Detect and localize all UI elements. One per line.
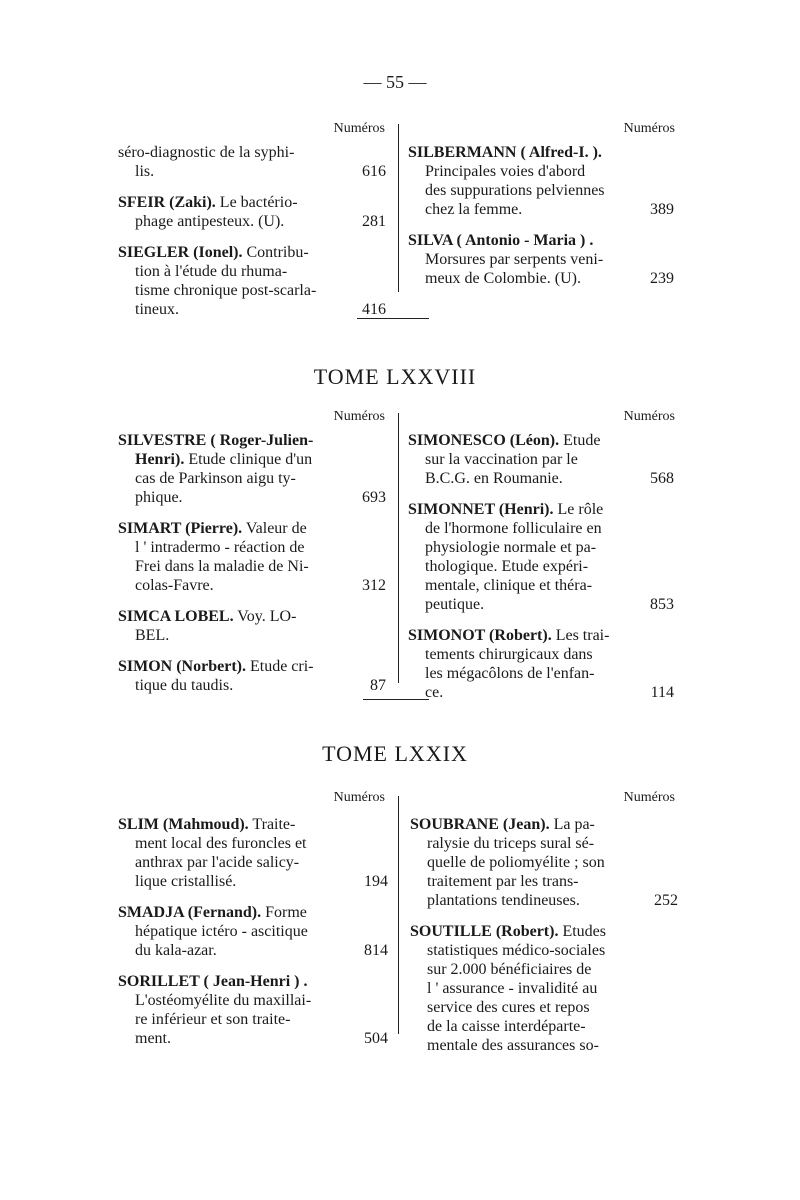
entry-line — [410, 853, 678, 872]
entry-text: lis. — [135, 163, 155, 180]
section-divider — [363, 699, 429, 700]
entry-line — [408, 231, 674, 250]
entry-line — [408, 626, 674, 645]
entry-text: La pa- — [549, 816, 595, 833]
entry-number: 114 — [650, 684, 674, 701]
entry-text: colas-Favre. — [135, 577, 214, 594]
author-name: SIMONOT (Robert). — [408, 627, 552, 644]
entry-text: ment. — [135, 1030, 171, 1047]
section-divider — [357, 318, 429, 319]
entry-line — [410, 872, 678, 891]
section-3-right-column — [410, 815, 678, 1067]
entry-line — [118, 972, 388, 991]
entry-line — [408, 269, 674, 288]
entry-number: 87 — [370, 677, 386, 694]
column-header-left: Numéros — [333, 790, 385, 805]
entry-text: tineux. — [135, 301, 179, 318]
entry-line — [118, 538, 386, 557]
entry-line — [118, 626, 386, 645]
tome-heading: TOME LXXIX — [322, 741, 468, 766]
entry-line — [408, 162, 674, 181]
entry-line — [118, 872, 388, 891]
index-entry — [118, 972, 388, 1048]
entry-line — [118, 1010, 388, 1029]
entry-line — [118, 991, 388, 1010]
entry-text: statistiques médico-sociales — [427, 942, 606, 959]
entry-text: chez la femme. — [425, 201, 523, 218]
entry-text: plantations tendineuses. — [427, 892, 580, 909]
entry-number: 616 — [362, 163, 386, 180]
entry-line — [408, 645, 674, 664]
entry-text: Etude cri- — [245, 658, 314, 675]
entry-text: quelle de poliomyélite ; son — [427, 854, 605, 871]
author-name: SILVESTRE ( Roger-Julien- — [118, 432, 314, 449]
section-2-right-column — [408, 431, 674, 714]
entry-text: Le bactério- — [215, 194, 298, 211]
index-entry — [118, 607, 386, 645]
author-name: SIMON (Norbert). — [118, 658, 246, 675]
index-entry — [408, 431, 674, 488]
index-entry — [118, 903, 388, 960]
column-header-right: Numéros — [623, 121, 675, 136]
author-name: SIEGLER (Ionel). — [118, 244, 243, 261]
entry-number: 416 — [362, 301, 386, 318]
section-1-right-column — [408, 143, 674, 300]
entry-number: 814 — [364, 942, 388, 959]
entry-number: 504 — [364, 1030, 388, 1047]
author-name: SIMONNET (Henri). — [408, 501, 554, 518]
entry-line — [118, 676, 386, 695]
entry-line — [408, 200, 674, 219]
index-entry — [118, 143, 386, 181]
entry-number: 389 — [650, 201, 674, 218]
entry-line — [118, 450, 386, 469]
entry-number: 693 — [362, 489, 386, 506]
entry-line — [118, 162, 386, 181]
author-name: SLIM (Mahmoud). — [118, 816, 249, 833]
entry-line — [118, 607, 386, 626]
entry-number: 568 — [650, 470, 674, 487]
entry-line — [408, 431, 674, 450]
entry-text: Principales voies d'abord — [425, 163, 586, 180]
entry-text: Traite- — [248, 816, 296, 833]
entry-text: de la caisse interdéparte- — [427, 1018, 586, 1035]
entry-line — [118, 212, 386, 231]
entry-line — [118, 853, 388, 872]
entry-line — [410, 1017, 678, 1036]
entry-text: Valeur de — [242, 520, 307, 537]
entry-text: thologique. Etude expéri- — [425, 558, 589, 575]
tome-heading: TOME LXXVIII — [313, 364, 477, 389]
column-header-left: Numéros — [333, 121, 385, 136]
entry-line — [410, 960, 678, 979]
entry-line — [118, 576, 386, 595]
entry-text: sur 2.000 bénéficiaires de — [427, 961, 592, 978]
entry-line — [408, 519, 674, 538]
author-name: SORILLET ( Jean-Henri ) . — [118, 973, 308, 990]
entry-text: L'ostéomyélite du maxillai- — [135, 992, 312, 1009]
column-divider — [398, 796, 399, 1034]
entry-text: re inférieur et son traite- — [135, 1011, 291, 1028]
entry-number: 281 — [362, 213, 386, 230]
entry-text: cas de Parkinson aigu ty- — [135, 470, 296, 487]
entry-text: Etudes — [558, 923, 606, 940]
author-name: SFEIR (Zaki). — [118, 194, 216, 211]
entry-line — [118, 193, 386, 212]
author-name: SOUTILLE (Robert). — [410, 923, 559, 940]
column-header-left: Numéros — [333, 409, 385, 424]
entry-line — [118, 922, 388, 941]
entry-line — [408, 683, 674, 702]
entry-text: phage antipesteux. (U). — [135, 213, 285, 230]
entry-text: lique cristallisé. — [135, 873, 237, 890]
entry-text: l ' assurance - invalidité au — [427, 980, 598, 997]
entry-line — [118, 143, 386, 162]
entry-line — [410, 998, 678, 1017]
entry-line — [118, 557, 386, 576]
entry-line — [408, 181, 674, 200]
entry-line — [410, 979, 678, 998]
entry-text: Le rôle — [553, 501, 604, 518]
entry-line — [408, 595, 674, 614]
entry-line — [410, 1036, 678, 1055]
entry-text: l ' intradermo - réaction de — [135, 539, 305, 556]
entry-line — [118, 657, 386, 676]
entry-text: traitement par les trans- — [427, 873, 579, 890]
entry-number: 252 — [654, 892, 678, 909]
entry-line — [408, 664, 674, 683]
entry-line — [118, 815, 388, 834]
author-name: SIMART (Pierre). — [118, 520, 243, 537]
entry-text: tisme chronique post-scarla- — [135, 282, 317, 299]
entry-text: Etude clinique d'un — [184, 451, 313, 468]
entry-text: Contribu- — [242, 244, 309, 261]
entry-line — [408, 538, 674, 557]
entry-line — [410, 922, 678, 941]
entry-text: peutique. — [425, 596, 485, 613]
entry-line — [408, 250, 674, 269]
entry-text: mentale des assurances so- — [427, 1037, 599, 1054]
entry-text: tion à l'étude du rhuma- — [135, 263, 288, 280]
entry-text: meux de Colombie. (U). — [425, 270, 581, 287]
column-header-right: Numéros — [623, 409, 675, 424]
entry-line — [410, 941, 678, 960]
entry-line — [408, 500, 674, 519]
index-entry — [408, 143, 674, 219]
index-entry — [118, 193, 386, 231]
index-entry — [408, 231, 674, 288]
index-entry — [118, 243, 386, 319]
author-name: SILVA ( Antonio - Maria ) . — [408, 232, 594, 249]
column-divider — [398, 124, 399, 292]
entry-text: ce. — [425, 684, 444, 701]
author-name: SIMONESCO (Léon). — [408, 432, 560, 449]
entry-line — [410, 834, 678, 853]
entry-line — [408, 576, 674, 595]
entry-text: sur la vaccination par le — [425, 451, 578, 468]
section-3-left-column — [118, 815, 388, 1060]
entry-line — [408, 557, 674, 576]
entry-line — [118, 281, 386, 300]
author-name: SOUBRANE (Jean). — [410, 816, 550, 833]
entry-number: 312 — [362, 577, 386, 594]
entry-line — [410, 891, 678, 910]
entry-text: anthrax par l'acide salicy- — [135, 854, 300, 871]
entry-line — [408, 469, 674, 488]
index-entry — [410, 815, 678, 910]
entry-text: BEL. — [135, 627, 170, 644]
entry-text: B.C.G. en Roumanie. — [425, 470, 563, 487]
entry-line — [118, 519, 386, 538]
entry-line — [118, 834, 388, 853]
index-entry — [408, 626, 674, 702]
entry-text: des suppurations pelviennes — [425, 182, 605, 199]
entry-line — [118, 243, 386, 262]
entry-number: 239 — [650, 270, 674, 287]
entry-line — [118, 1029, 388, 1048]
author-name: Henri). — [135, 451, 185, 468]
entry-line — [118, 300, 386, 319]
section-2-left-column — [118, 431, 386, 707]
column-divider — [398, 413, 399, 683]
entry-text: Les trai- — [551, 627, 610, 644]
entry-text: Forme — [261, 904, 307, 921]
entry-text: phique. — [135, 489, 183, 506]
entry-number: 853 — [650, 596, 674, 613]
entry-line — [408, 450, 674, 469]
entry-text: ment local des furoncles et — [135, 835, 307, 852]
entry-line — [118, 488, 386, 507]
entry-text: Morsures par serpents veni- — [425, 251, 604, 268]
index-entry — [118, 519, 386, 595]
entry-text: mentale, clinique et théra- — [425, 577, 593, 594]
entry-text: de l'hormone folliculaire en — [425, 520, 602, 537]
entry-text: Voy. LO- — [233, 608, 297, 625]
entry-line — [118, 903, 388, 922]
entry-text: Frei dans la maladie de Ni- — [135, 558, 309, 575]
index-entry — [118, 815, 388, 891]
index-entry — [408, 500, 674, 614]
author-name: SILBERMANN ( Alfred-I. ). — [408, 144, 602, 161]
entry-text: les mégacôlons de l'enfan- — [425, 665, 595, 682]
entry-line — [118, 469, 386, 488]
entry-text: service des cures et repos — [427, 999, 590, 1016]
entry-text: physiologie normale et pa- — [425, 539, 597, 556]
entry-text: séro-diagnostic de la syphi- — [118, 144, 295, 161]
entry-text: Etude — [559, 432, 601, 449]
entry-line — [410, 815, 678, 834]
entry-text: tements chirurgicaux dans — [425, 646, 593, 663]
page-number: — 55 — — [363, 72, 427, 92]
entry-text: ralysie du triceps sural sé- — [427, 835, 595, 852]
author-name: SIMCA LOBEL. — [118, 608, 234, 625]
section-1-left-column — [118, 143, 386, 331]
entry-line — [118, 941, 388, 960]
entry-number: 194 — [364, 873, 388, 890]
column-header-right: Numéros — [623, 790, 675, 805]
index-entry — [118, 431, 386, 507]
index-entry — [118, 657, 386, 695]
entry-line — [118, 262, 386, 281]
author-name: SMADJA (Fernand). — [118, 904, 262, 921]
entry-text: hépatique ictéro - ascitique — [135, 923, 308, 940]
index-entry — [410, 922, 678, 1055]
entry-line — [408, 143, 674, 162]
entry-text: tique du taudis. — [135, 677, 234, 694]
entry-text: du kala-azar. — [135, 942, 217, 959]
entry-line — [118, 431, 386, 450]
